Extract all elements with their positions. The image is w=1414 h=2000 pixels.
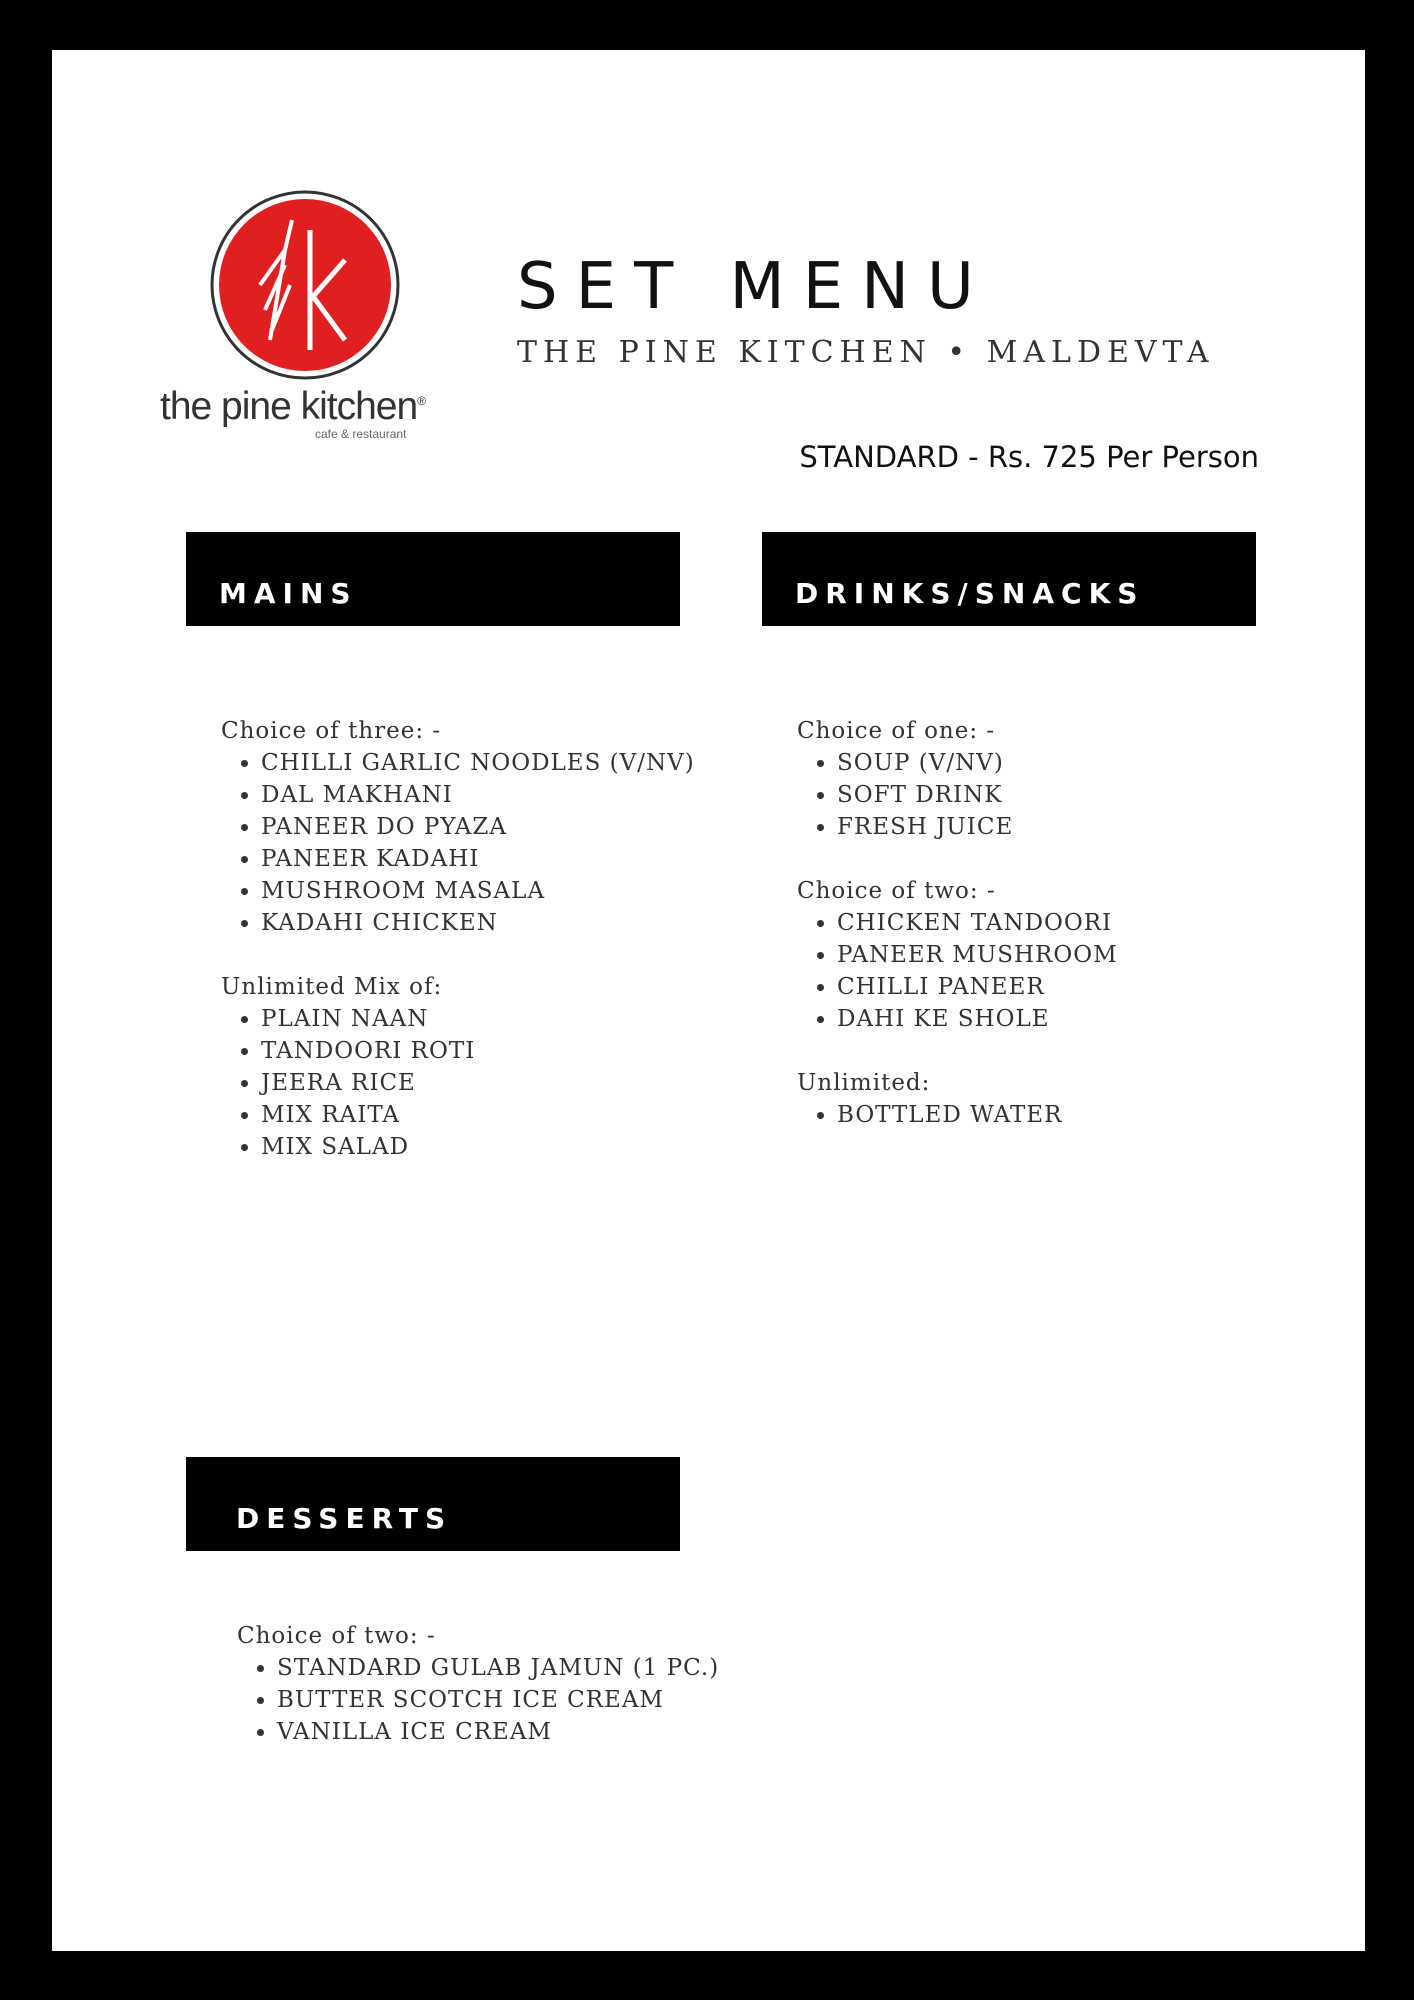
menu-item: • PANEER MUSHROOM (837, 939, 1118, 971)
logo-subtext: cafe & restaurant (315, 427, 407, 441)
menu-item: • PLAIN NAAN (261, 1003, 695, 1035)
menu-item: • STANDARD GULAB JAMUN (1 PC.) (277, 1652, 719, 1684)
price-line: STANDARD - Rs. 725 Per Person (799, 440, 1259, 474)
page-title: SET MENU (517, 250, 992, 324)
menu-item: • DAL MAKHANI (261, 779, 695, 811)
menu-item: • JEERA RICE (261, 1067, 695, 1099)
menu-item: • BOTTLED WATER (837, 1099, 1118, 1131)
choice-label: Choice of three: - (221, 718, 442, 744)
item-list (221, 1003, 695, 1163)
choice-label: Choice of two: - (237, 1623, 436, 1649)
desserts-list (237, 1620, 719, 1748)
menu-item: • CHILLI GARLIC NOODLES (V/NV) (261, 747, 695, 779)
menu-item: • CHICKEN TANDOORI (837, 907, 1118, 939)
desserts-heading: DESSERTS (186, 1457, 680, 1551)
mains-list (221, 715, 695, 1163)
item-list (221, 747, 695, 939)
menu-item: • PANEER KADAHI (261, 843, 695, 875)
item-list (797, 907, 1118, 1035)
menu-item: • SOUP (V/NV) (837, 747, 1118, 779)
menu-item: • VANILLA ICE CREAM (277, 1716, 719, 1748)
item-list (797, 747, 1118, 843)
choice-label: Unlimited Mix of: (221, 974, 443, 1000)
page-subtitle: THE PINE KITCHEN • MALDEVTA (517, 335, 1215, 370)
choice-label: Choice of one: - (797, 718, 996, 744)
menu-page (52, 50, 1365, 1951)
menu-item: • MUSHROOM MASALA (261, 875, 695, 907)
drinks-snacks-heading: DRINKS/SNACKS (762, 532, 1256, 626)
menu-item: • KADAHI CHICKEN (261, 907, 695, 939)
menu-item: • MIX RAITA (261, 1099, 695, 1131)
menu-item: • TANDOORI ROTI (261, 1035, 695, 1067)
choice-label: Choice of two: - (797, 878, 996, 904)
menu-item: • SOFT DRINK (837, 779, 1118, 811)
choice-label: Unlimited: (797, 1070, 931, 1096)
menu-item: • DAHI KE SHOLE (837, 1003, 1118, 1035)
logo-wordmark: the pine kitchen® (160, 385, 426, 428)
menu-item: • PANEER DO PYAZA (261, 811, 695, 843)
pine-kitchen-logo (160, 190, 450, 495)
menu-item: • MIX SALAD (261, 1131, 695, 1163)
menu-item: • CHILLI PANEER (837, 971, 1118, 1003)
drinks-snacks-list (797, 715, 1118, 1131)
item-list (237, 1652, 719, 1748)
menu-item: • BUTTER SCOTCH ICE CREAM (277, 1684, 719, 1716)
item-list (797, 1099, 1118, 1131)
mains-heading: MAINS (186, 532, 680, 626)
menu-item: • FRESH JUICE (837, 811, 1118, 843)
